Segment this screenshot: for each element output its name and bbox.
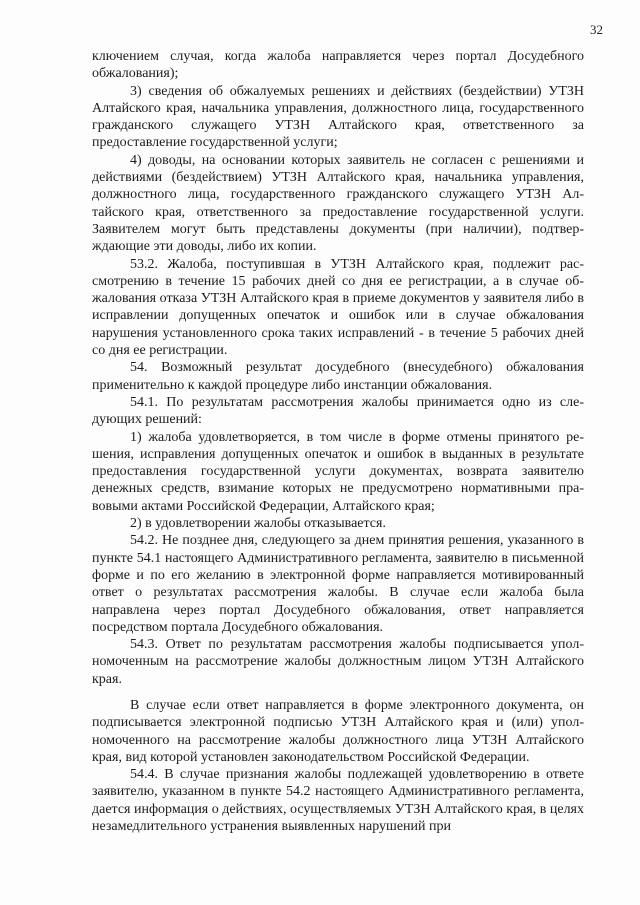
- page-number: 32: [590, 22, 603, 37]
- paragraph-electronic-signature: В случае если ответ направляется в форме электронного документа, он подписывается электронной подписью УТЗН Алтайского края и (или) уполномоченного на рассмотрение жалобы должностного лица УТЗН Алтайского края, вид которой установлен законодательством Российской Федерации.: [92, 697, 584, 765]
- paragraph-54-2: 54.2. Не позднее дня, следующего за днем принятия решения, указанного в пункте 54.1 настоящего Административного регламента, заявителю в письменной форме и по его желанию в электронной форме направляется мотивированный ответ о результатах рассмотрения жалобы. В случае если жалоба была направлена через портал Досудебного обжалования, ответ направляется посредством портала Досудебного обжалования.: [92, 533, 584, 635]
- paragraph-item-4: 4) доводы, на основании которых заявитель не согласен с решениями и действиями (бездействием) УТЗН Алтайского края, начальника управления, должностного лица, государственного гражданского служащего УТЗН Алтайского края, ответственного за предоставление государственной услуги. Заявителем могут быть представлены документы (при наличии), подтверждающие эти доводы, либо их копии.: [92, 152, 584, 255]
- paragraph-continuation: ключением случая, когда жалоба направляется через портал Досудебного обжалования);: [92, 49, 584, 82]
- paragraph-54-1-item-2: 2) в удовлетворении жалобы отказывается.: [130, 516, 386, 532]
- paragraph-54: 54. Возможный результат досудебного (внесудебного) обжалования применительно к каждой процедуре либо инстанции обжалования.: [92, 360, 584, 393]
- document-body: [92, 48, 584, 835]
- paragraph-54-3: 54.3. Ответ по результатам рассмотрения жалобы подписывается уполномоченным на рассмотрение жалобы должностным лицом УТЗН Алтайского края.: [92, 637, 584, 687]
- paragraph-54-4: 54.4. В случае признания жалобы подлежащей удовлетворению в ответе заявителю, указанном в пункте 54.2 настоящего Административного регламента, дается информация о действиях, осуществляемых УТЗН Алтайского края, в целях незамедлительного устранения выявленных нарушений при: [92, 767, 584, 835]
- paragraph-item-3: 3) сведения об обжалуемых решениях и действиях (бездействии) УТЗН Алтайского края, начальника управления, должностного лица, государственного гражданского служащего УТЗН Алтайского края, ответственного за предоставление государственной услуги;: [92, 83, 584, 151]
- paragraph-54-1: 54.1. По результатам рассмотрения жалобы принимается одно из следующих решений:: [92, 394, 584, 428]
- paragraph-53-2: 53.2. Жалоба, поступившая в УТЗН Алтайского края, подлежит рассмотрению в течение 15 рабочих дней со дня ее регистрации, а в случае обжалования отказа УТЗН Алтайского края в приеме документов у заявителя либо в исправлении допущенных опечаток и ошибок или в случае обжалования нарушения установленного срока таких исправлений - в течение 5 рабочих дней со дня ее регистрации.: [92, 256, 584, 359]
- paragraph-54-1-item-1: 1) жалоба удовлетворяется, в том числе в форме отмены принятого решения, исправления допущенных опечаток и ошибок в выданных в результате предоставления государственной услуги документах, возврата заявителю денежных средств, взимание которых не предусмотрено нормативными правовыми актами Российской Федерации, Алтайского края;: [92, 429, 584, 514]
